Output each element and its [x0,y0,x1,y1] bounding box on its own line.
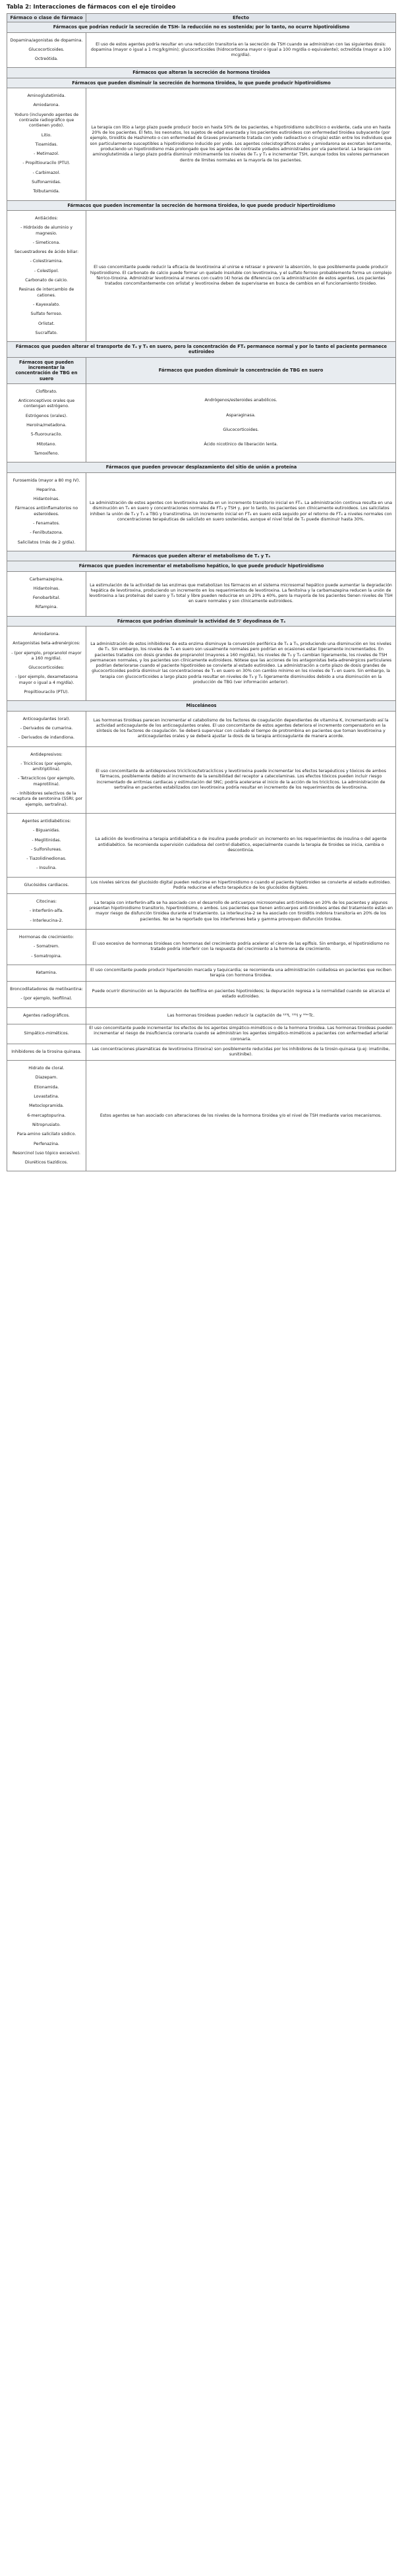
effect-cell [86,88,396,201]
drug-item: Antagonistas beta-adrenérgicos: [13,641,80,646]
table-row [7,894,396,930]
drug-item: Mitotano. [36,441,57,447]
drug-item: Hidantoínas. [33,586,60,591]
effect-text: El uso concomitante puede incrementar los efectos de los agentes simpático-miméticos o de la hormona tiroidea. Las hormonas tiroideas pueden incrementar el riesgo de insuficiencia coronaria cuando se administran los agentes simpático-miméticos a pacientes con enfermedad arterial coronaria. [89,1025,393,1042]
effect-text: El uso concomitante puede producir hipertensión marcada y taquicardia; se recomienda una administración cuidadosa en pacientes que reciben terapia con hormona tiroidea. [90,967,391,978]
drug-item: - Interleucina-2. [30,918,63,923]
section-title: Misceláneos [7,701,396,711]
effect-cell [86,472,396,551]
drug-item: - Colestiramina. [30,259,63,264]
section-row [7,200,396,210]
drug-list-cell [7,894,86,930]
table-row [7,383,396,462]
drug-item: 6-mercaptopurina. [27,1113,66,1118]
drug-item: Glucósidos cardiacos. [24,882,69,887]
drug-item: - Meglitinidas. [32,837,61,843]
effect-text: Las hormonas tiroideas pueden reducir la captación de ¹²³I, ¹³¹I y ⁹⁹ᵐTc. [167,1013,315,1018]
drug-item: Ketamina. [36,970,57,975]
effect-cell [86,894,396,930]
drug-item: Heparina. [36,487,57,492]
drug-item: - Tiazolidinedionas. [26,856,67,862]
section-title: Fármacos que podrían disminuir la actividad de 5' deyodinasa de T₄ [7,616,396,626]
drug-item: Rifampina. [35,605,58,610]
section-title: Fármacos que pueden alterar el transporte de T₄ y T₃ en suero, pero la concentración de FT₄ permanece normal y por lo tanto el paciente permanece eutiroideo [7,342,396,358]
drug-item: - Colestipol. [34,268,59,273]
drug-item: - Inhibidores selectivos de la recaptura de serotonina (SSRI; por ejemplo, sertralina). [10,791,83,807]
drug-item: - (por ejemplo, propranolol mayor a 160 mg/día). [11,650,82,661]
table-row [7,813,396,877]
drug-item: - Somatropina. [31,953,62,959]
drug-item: Hormonas de crecimiento: [18,934,74,939]
drug-list-cell [7,877,86,893]
drug-item: - Interferón-alfa. [29,909,64,914]
drug-item: Secuestradores de ácido biliar: [14,250,79,255]
section-row [7,342,396,358]
drug-item: Anticonceptivos orales que contengan estrógeno. [18,399,75,409]
effect-cell [86,1061,396,1171]
effect-cell [86,877,396,893]
drug-item: Etionamida. [34,1084,59,1090]
drug-item: - Hidróxido de aluminio y magnesio. [20,225,72,236]
drug-item: Sulfato ferroso. [30,312,63,317]
drug-item: Dopamina/agonistas de dopamina. [10,38,83,43]
drug-item: Litio. [41,132,52,138]
drug-list-cell [7,1024,86,1044]
drug-item: Amiodarona. [33,103,60,108]
drug-item: Broncodilatadores de metilxantina: [10,987,83,992]
drug-item: - Carbimazol. [32,170,61,175]
drug-item: - (por ejemplo, dexametasona mayor o igual a 4 mg/día). [14,675,78,685]
drug-list-cell [7,32,86,68]
drug-list-cell [7,210,86,341]
effect-cell [86,711,396,746]
section-title: Fármacos que alteran la secreción de hormona tiroidea [7,68,396,78]
table-row [7,1024,396,1044]
drug-item: Heroína/metadona. [26,423,67,428]
drug-item: Simpático-miméticos. [24,1031,69,1036]
table-row [7,627,396,701]
effect-text: La administración de estos inhibidores de esta enzima disminuye la conversión periférica de T₄ a T₃, produciendo una disminución en los niveles de T₃. Sin embargo, los niveles de T₄ en suero son usualmente normales pero podrían en ocasiones estar ligeramente incrementados. En pacientes tratados con dosis grandes de propranolol (mayores a 160 mg/día), los niveles de T₃ y T₄ cambian ligeramente, los niveles de TSH permanecen normales, y los pacientes son clínicamente eutiroideos. Nótese que las acciones de los antagonistas beta-adrenérgicos particulares podrían deteriorarse cuando el paciente hipotiroideo se convierte al estado eutiroideo. La administración a corto plazo de dosis grandes de glucocorticoides podría disminuir las concentraciones de T₃ en suero en 30% con cambio mínimo en los niveles de T₄ en suero. Sin embargo, la terapia con glucocorticoides a largo plazo podría resultar en niveles de T₃ y T₄ ligeramente disminuidos debido a una disminución en la producción de TBG (ver información anterior). [90,642,391,685]
drug-item: Tolbutamida. [33,189,60,194]
drug-item: Salicilatos (más de 2 g/día). [17,540,76,545]
section-title: Fármacos que pueden incrementar el metabolismo hepático, lo que puede producir hipotiroidismo [7,561,396,571]
drug-list-cell [7,571,86,616]
section-title: Fármacos que pueden provocar desplazamiento del sitio de unión a proteína [7,462,396,472]
table-row [7,877,396,893]
section-row [7,22,396,32]
drug-item: Agentes antidiabéticos: [22,818,71,824]
drug-item: - Fenilbutazona. [30,530,63,536]
effect-cell [86,746,396,813]
effect-cell [86,965,396,981]
table-row [7,472,396,551]
drug-item: - Metimazol. [34,152,59,157]
drug-item: - (por ejemplo, teofilina). [20,996,72,1001]
drug-item: Andrógenos/esteroides anabólicos. [204,398,277,403]
drug-item: Ácido nicotínico de liberación lenta. [204,442,278,447]
drug-item: Asparaginasa. [226,412,256,418]
drug-item: Furosemida (mayor a 80 mg IV). [13,478,80,483]
table-row [7,1007,396,1024]
section-row [7,551,396,561]
section-title: Fármacos que pueden disminuir la secreción de hormona tiroidea, lo que puede producir hipotiroidismo [7,78,396,88]
table-row [7,982,396,1008]
header-drug-class: Fármaco o clase de fármaco [7,14,86,22]
drug-interactions-table [7,13,396,1171]
drug-item: Clofibrato. [36,389,57,394]
effect-text: Puede ocurrir disminución en la depuración de teofilina en pacientes hipotiroideos; la depuración regresa a la normalidad cuando se alcanza el estado eutiroideo. [92,989,390,999]
drug-list-cell [7,982,86,1008]
drug-item: Diazepam. [35,1075,58,1080]
section-row [7,701,396,711]
effect-text: Estos agentes se han asociado con alteraciones de los niveles de la hormona tiroidea y/o el nivel de TSH mediante varios mecanismos. [100,1113,382,1118]
drug-item: Yoduro (incluyendo agentes de contraste radiográfico que contienen yodo). [14,112,79,128]
table-row [7,1061,396,1171]
drug-item: Diuréticos tiazídicos. [24,1160,69,1165]
drug-item: Lovastatina. [34,1094,59,1100]
table-row [7,88,396,201]
drug-list-cell [7,711,86,746]
drug-list-cell [7,1007,86,1024]
drug-item: Nitroprusiato. [32,1122,61,1127]
effect-cell [86,627,396,701]
table-row [7,1044,396,1060]
drug-item: Agentes radiográficos. [23,1013,70,1018]
drug-item: Sucralfato. [35,330,58,335]
effect-text: La administración de estos agentes con levotiroxina resulta en un incremento transitorio inicial en FT₄. La administración continua resulta en una disminución en T₄ en suero y concentraciones normales de FT₄ y TSH y, por lo tanto, los pacientes son clínicamente eutiroideos. Los salicilatos inhiben la unión de T₄ y T₃ a TBG y transtirretina. Un incremento inicial en FT₄ en suero está seguido por el retorno de FT₄ a niveles normales con concentraciones terapéuticas de salicilato en suero sostenidas, aunque el nivel total de T₄ puede disminuir hasta 30%. [90,501,392,522]
subheader-increase-tbg: Fármacos que pueden incrementar la concentración de TBG en suero [7,357,86,383]
section-title: Fármacos que podrían reducir la secreción de TSH- la reducción no es sostenida; por lo tanto, no ocurre hipotiroidismo [7,22,396,32]
table-row [7,210,396,341]
drug-list-cell [7,1044,86,1060]
effect-text: El uso concomitante puede reducir la eficacia de levotiroxina al unirse e retrasar o prevenir la absorción, lo que posiblemente puede producir hipotiroidismo. El carbonato de calcio puede formar un quelado insoluble con levotiroxina, y el sulfato ferroso probablemente forma un complejo férrico-tiroxina. Administrar levotiroxina al menos con cuatro (4) horas de diferencia con la administración de estos agentes. Los pacientes tratados concomitantemente con orlistat y levotiroxina deben de supervisarse en busca de cambios en el funcionamiento tiroideo. [90,265,392,287]
drug-item: - Biguanidas. [32,828,61,833]
effect-text: Los niveles séricos del glucósido digital pueden reducirse en hipertiroidismo o cuando el paciente hipotiroideo se convierte al estado eutiroideo. Podría reducirse el efecto terapéutico de los glucósidos digitales. [90,880,391,890]
subheader-row [7,357,396,383]
effect-text: La terapia con litio a largo plazo puede producir bocio en hasta 50% de los pacientes, e hipotiroidismo subclínico o evidente, cada uno en hasta 20% de los pacientes. El feto, los neonatos, los sujetos de edad avanzada y los pacientes eutiroideos con enfermedad tiroidea subyacente (por ejemplo, tiroiditis de Hashimoto o con enfermedad de Graves previamente tratada con yodo radioactivo o cirugía) están entre los individuos que son particularmente susceptibles a hipotiroidismo inducido por yodo. Los agentes colecistográficos orales y amiodarona se excretan lentamente, produciendo un hipotiroidismo más prolongado que los agentes de contraste yodados administrados por vía parenteral. La terapia con aminoglutetimida a largo plazo podría disminuir mínimamente los niveles de T₄ y T₃ e incrementar TSH, aunque todos los valores permanecen dentro de límites normales en la mayoría de los pacientes. [90,125,392,163]
effect-text: El uso excesivo de hormonas tiroideas con hormonas del crecimiento podría acelerar el cierre de las epífisis. Sin embargo, el hipotiroidismo no tratado podría interferir con la respuesta del crecimiento a la hormona de crecimiento. [92,941,389,952]
drug-item: Tioamidas. [35,142,58,147]
drug-list-cell [7,472,86,551]
drug-list-cell [7,1061,86,1171]
drug-item: Fármacos antiinflamatorios no esteroideos. [14,506,78,517]
drug-item: Orlistat. [38,321,55,326]
drug-item: Metoclopramida. [29,1104,64,1109]
drug-item: Hidantoínas. [33,497,60,502]
drug-item: - Kayexalato. [32,302,61,307]
section-row [7,616,396,626]
drug-item: Citocinas: [36,899,57,905]
effect-cell [86,210,396,341]
effect-cell [86,1044,396,1060]
drug-item: Anticoagulantes (oral). [22,716,71,721]
table-caption: Tabla 2: Interacciones de fármacos con el eje tiroideo [7,4,176,11]
subheader-decrease-tbg: Fármacos que pueden disminuir la concentración de TBG en suero [86,357,396,383]
effect-cell [86,1007,396,1024]
table-row [7,929,396,965]
drug-item: Resorcinol (uso tópico excesivo). [12,1150,81,1156]
table-row [7,571,396,616]
drug-item: Hidrato de cloral. [28,1066,65,1071]
drug-list-cell [7,813,86,877]
drug-item: Propiltiouracilo (PTU). [24,690,69,695]
drug-list-cell [7,929,86,965]
effect-text: La terapia con interferón-alfa se ha asociado con el desarrollo de anticuerpos microsomales anti-tiroideos en 20% de los pacientes y algunos presentan hipotiroidismo transitorio, hipertiroidismo, o ambos. Los pacientes que tienen anticuerpos anti-tiroideos antes del tratamiento están en mayor riesgo de disfunción tiroidea durante el tratamiento. La interleucina-2 se ha asociado con tiroiditis indolora transitoria en 20% de los pacientes. No se ha reportado que los interferones beta y gamma provoquen disfunción tiroidea. [89,900,393,922]
effect-cell [86,383,396,462]
drug-item: - Simeticona. [32,240,61,245]
effect-cell [86,813,396,877]
effect-text: Las concentraciones plasmáticas de levotiroxina (tiroxina) son posiblemente reducidas por los inhibidores de la tirosin-quinasa (p.ej: imatinibe, sunitinibe). [92,1046,390,1057]
effect-text: La adición de levotiroxina a terapia antidiabética o de insulina puede producir un incremento en los requerimientos de insulina o del agente antidiabético. Se recomienda supervisión cuidadosa del control diabético, especialmente cuando la terapia de tiroides se inicia, cambia o descontinúa. [95,837,387,853]
drug-item: - Propiltiouracilo (PTU). [22,161,71,166]
drug-item: - Derivados de cumarina. [20,725,73,731]
section-row [7,68,396,78]
drug-item: Antiácidos: [35,215,58,221]
drug-item: Glucocorticoides. [28,47,65,52]
drug-item: Sulfonamidas. [32,180,61,185]
section-row [7,561,396,571]
drug-item: Aminoglutetimida. [27,94,66,99]
drug-list-cell [7,383,86,462]
effect-text: Las hormonas tiroideas parecen incrementar el catabolismo de los factores de coagulación dependientes de vitamina K, incrementando así la actividad anticoagulante de los anticoagulantes orales. El uso concomitante de estos agentes deteriora el incremento compensatorio en la síntesis de los factores de coagulación. Se deberá supervisar con cuidado el tiempo de protrombina en pacientes que toman levotiroxina y anticoagulantes orales y se deberá ajustar la dosis de la terapia anticoagulante de manera acorde. [93,717,389,739]
drug-list-cell [7,88,86,201]
drug-item: Inhibidores de la tirosina quinasa. [11,1049,82,1054]
drug-list-cell [7,627,86,701]
drug-item: - Tricíclicos (por ejemplo, amitriptilina). [20,761,72,772]
table-row [7,32,396,68]
effect-text: La estimulación de la actividad de las enzimas que metabolizan los fármacos en el sistema microsomal hepático puede aumentar la degradación hepática de levotiroxina, produciendo un incremento en los requerimientos de levotiroxina. La fenitoína y la carbamazepina reducen la unión de levotiroxina a las proteínas del suero y T₄ total y libre pueden reducirse en un 20% a 40%, pero la mayoría de los pacientes tienen niveles de TSH en suero normales y son clínicamente eutiroideos. [89,582,393,604]
effect-cell [86,929,396,965]
drug-item: Octreótida. [34,57,59,62]
drug-item: 5-fluorouracilo. [30,432,63,437]
drug-item: Carbonato de calcio. [25,278,68,283]
header-effect: Efecto [86,14,396,22]
drug-item: - Sulfonilureas. [30,847,63,852]
table-header-row [7,14,396,22]
drug-item: Glucocorticoides. [223,428,259,433]
drug-item: Antidepresivos: [30,752,63,757]
drug-item: - Fenamatos. [33,521,60,526]
drug-item: Amiodarona. [33,632,60,636]
table-row [7,711,396,746]
effect-cell [86,1024,396,1044]
drug-list-cell [7,746,86,813]
drug-item: Carbamazepina. [29,576,64,582]
section-title: Fármacos que pueden incrementar la secreción de hormona tiroidea, lo que puede producir hipertiroidismo [7,200,396,210]
drug-item: Glucocorticoides: [28,665,65,671]
section-row [7,78,396,88]
drug-item: - Derivados de indandiona. [18,735,74,741]
effect-cell [86,982,396,1008]
drug-item: - Tetracíclicos (por ejemplo, maprotilina). [18,776,75,787]
effect-text: El uso concomitante de antidepresivos tricíclicos/tetracíclicos y levotiroxina puede incrementar los efectos terapéuticos y tóxicos de ambos fármacos, posiblemente debido al incremento de la sensibilidad del receptor a catecolaminas. Los efectos tóxicos pueden incluir riesgo incrementado de arritmias cardiacas y estimulación del SNC; podría acelerarse el inicio de la acción de los tricíclicos. La administración de sertralina en pacientes estabilizados con levotiroxina podría resultar en incremento de los requerimientos de levotiroxina. [96,769,386,791]
drug-item: - Insulina. [36,866,57,871]
drug-item: Estrógenos (orales). [25,413,68,418]
table-body [7,22,396,1171]
drug-list-cell [7,965,86,981]
effect-cell [86,32,396,68]
drug-item: Fenobarbital. [32,596,61,601]
table-row [7,746,396,813]
drug-item: - Somatrem. [33,944,60,949]
drug-item: Perfenazina. [34,1141,59,1146]
drug-item: Tamoxifeno. [34,451,59,456]
drug-item: Para-amino salicilato sódico. [16,1132,76,1137]
effect-cell [86,571,396,616]
document [7,4,395,1171]
drug-item: Resinas de intercambio de cationes. [18,287,74,298]
section-row [7,462,396,472]
table-row [7,965,396,981]
section-title: Fármacos que pueden alterar el metabolismo de T₄ y T₃ [7,551,396,561]
effect-text: El uso de estos agentes podría resultar en una reducción transitoria en la secreción de TSH cuando se administran con las siguientes dosis: dopamina (mayor o igual a 1 mcg/kg/min); glucocorticoides (hidrocortisona mayor o igual a 100 mg/día o equivalente); octreótida (mayor a 100 mcg/día). [90,42,391,58]
